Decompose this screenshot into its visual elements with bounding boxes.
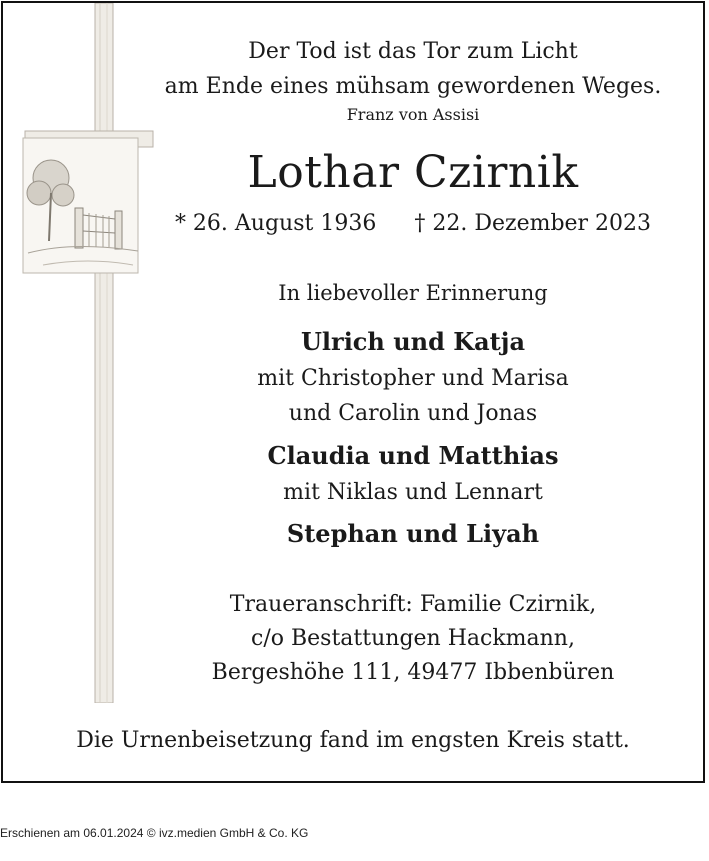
cross-with-garden-gate-icon (3, 3, 163, 703)
birth-date: * 26. August 1936 (174, 211, 377, 236)
life-dates (153, 213, 673, 235)
publication-footer: Erschienen am 06.01.2024 © ivz.medien GmbH & Co. KG (0, 826, 309, 840)
death-date: † 22. Dezember 2023 (414, 211, 652, 236)
family-1-line-1: mit Christopher und Marisa (257, 366, 569, 391)
quote-line-2: am Ende eines mühsam gewordenen Weges. (164, 74, 662, 99)
family-1-names: Ulrich und Katja (301, 327, 525, 356)
quote-line-1: Der Tod ist das Tor zum Licht (248, 39, 578, 64)
family-3-names: Stephan und Liyah (286, 519, 540, 548)
family-2-line-1: mit Niklas und Lennart (283, 480, 543, 505)
obituary-notice (1, 1, 705, 783)
address-line-2: c/o Bestattungen Hackmann, (251, 626, 575, 651)
address-line-3: Bergeshöhe 111, 49477 Ibbenbüren (211, 660, 615, 685)
family-1-line-2: und Carolin und Jonas (288, 401, 538, 426)
family-2-names: Claudia und Matthias (267, 441, 559, 470)
closing-statement: Die Urnenbeisetzung fand im engsten Kreis statt. (76, 728, 630, 753)
deceased-name: Lothar Czirnik (247, 147, 579, 198)
in-memory-line: In liebevoller Erinnerung (278, 281, 548, 305)
quote-author: Franz von Assisi (346, 105, 480, 124)
address-line-1: Traueranschrift: Familie Czirnik, (229, 592, 597, 617)
